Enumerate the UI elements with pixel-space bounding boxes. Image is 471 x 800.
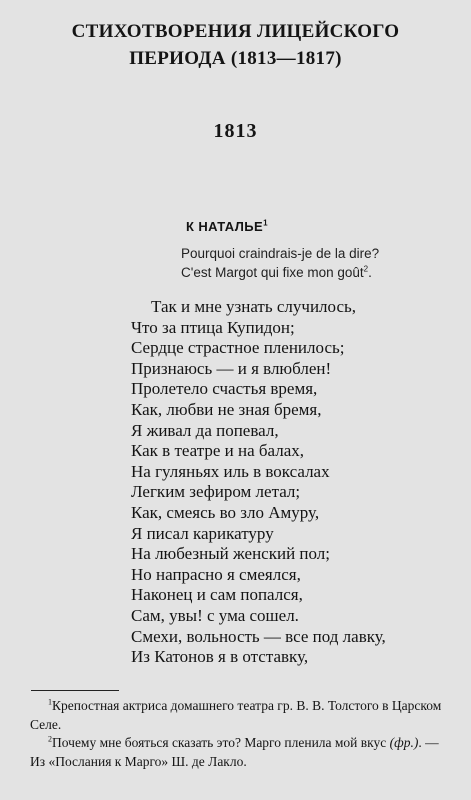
verse-line: Смехи, вольность — все под лавку,: [131, 626, 386, 646]
verse-line: На любезный женский пол;: [131, 544, 331, 564]
footnote-mark: 2: [48, 734, 52, 744]
verse-line: Признаюсь — и я влюблен!: [131, 358, 332, 378]
verse-line: Сам, увы! с ума сошел.: [131, 605, 299, 625]
epigraph-line-2-text: C'est Margot qui fixe mon goût: [181, 265, 364, 280]
footnote-divider: [31, 690, 119, 691]
verse-line: Сердце страстное пленилось;: [131, 338, 345, 358]
footnote-text-end: . — Из «Послания к Марго» Ш. де Лакло.: [30, 735, 439, 769]
footnote-1: [30, 697, 451, 734]
epigraph: [181, 244, 379, 282]
epigraph-footnote-mark: 2: [363, 264, 369, 274]
footnote-text: Почему мне бояться сказать это? Марго пленила мой вкус: [52, 735, 390, 751]
verse-line: Как, любви не зная бремя,: [131, 399, 322, 419]
epigraph-line-2: [181, 263, 379, 282]
footnote-2: [30, 734, 451, 771]
verse-line: Наконец и сам попался,: [131, 585, 303, 605]
verse-line: Что за птица Купидон;: [131, 317, 295, 337]
year-heading: 1813: [213, 120, 258, 142]
verse-line: Пролетело счастья время,: [131, 379, 318, 399]
section-title-line-1: СТИХОТВОРЕНИЯ ЛИЦЕЙСКОГО: [71, 21, 400, 42]
footnote-mark: 1: [48, 697, 52, 707]
verse-line: На гуляньях иль в воксалах: [131, 461, 330, 481]
verse-line: Но напрасно я смеялся,: [131, 564, 301, 584]
footnote-text: Крепостная актриса домашнего театра гр. В. В. Толстого в Царском Селе.: [30, 698, 442, 732]
section-title-line-2: ПЕРИОДА (1813—1817): [129, 48, 342, 69]
verse-line: Как, смеясь во зло Амуру,: [131, 502, 320, 522]
verse-line: Из Катонов я в отставку,: [131, 647, 309, 667]
poem-body: [131, 297, 386, 668]
poem-title: [186, 219, 268, 234]
epigraph-line-2-end: .: [368, 265, 372, 280]
section-title: [60, 18, 411, 72]
verse-line: Я писал карикатуру: [131, 523, 274, 543]
verse-line: Так и мне узнать случилось,: [151, 297, 356, 316]
poem-title-footnote-mark: 1: [263, 218, 268, 228]
verse-line: Я живал да попевал,: [131, 420, 279, 440]
poem-title-text: К НАТАЛЬЕ: [186, 219, 264, 234]
epigraph-line-1: Pourquoi craindrais-je de la dire?: [181, 246, 380, 261]
footnote-language-note: (фр.): [389, 735, 419, 751]
footnotes: [30, 697, 451, 771]
verse-line: Как в театре и на балах,: [131, 441, 305, 461]
verse-line: Легким зефиром летал;: [131, 482, 301, 502]
